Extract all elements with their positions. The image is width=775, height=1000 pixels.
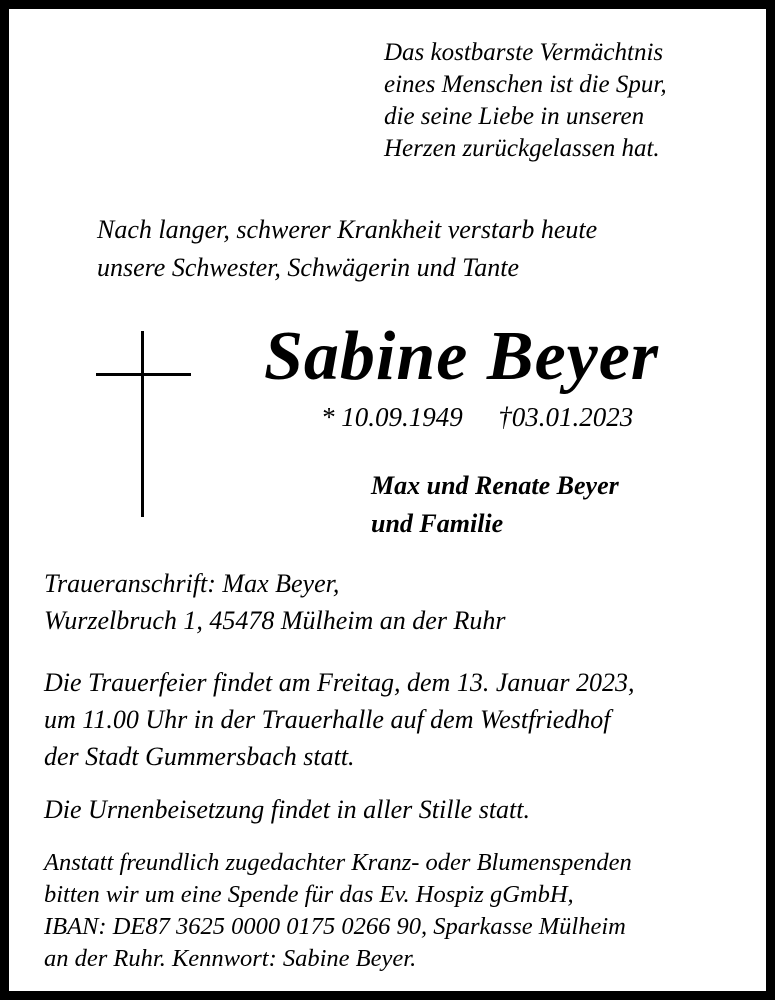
cross-vertical-bar — [141, 331, 144, 517]
ceremony-line: der Stadt Gummersbach statt. — [44, 742, 355, 771]
deceased-name: Sabine Beyer — [264, 318, 660, 395]
quote-line: die seine Liebe in unseren — [384, 103, 645, 130]
urn-burial-note: Die Urnenbeisetzung findet in aller Stille statt. — [44, 795, 531, 824]
quote-line: Das kostbarste Vermächtnis — [384, 39, 664, 66]
dagger-icon: † — [498, 402, 512, 432]
ceremony-line: Die Trauerfeier findet am Freitag, dem 13. Januar 2023, — [44, 668, 635, 697]
cross-horizontal-bar — [96, 373, 191, 376]
donation-line: Anstatt freundlich zugedachter Kranz- oder Blumenspenden — [44, 849, 632, 876]
address-line: Wurzelbruch 1, 45478 Mülheim an der Ruhr — [44, 606, 506, 635]
quote-line: Herzen zurückgelassen hat. — [384, 135, 660, 162]
quote-line: eines Menschen ist die Spur, — [384, 71, 667, 98]
donation-line: bitten wir um eine Spende für das Ev. Hospiz gGmbH, — [44, 881, 574, 908]
address-line: Traueranschrift: Max Beyer, — [44, 569, 340, 598]
donation-line: an der Ruhr. Kennwort: Sabine Beyer. — [44, 945, 417, 972]
life-dates — [321, 402, 633, 433]
family-line: Max und Renate Beyer — [371, 471, 619, 500]
intro-line: Nach langer, schwerer Krankheit verstarb heute — [97, 215, 598, 244]
death-date: 03.01.2023 — [511, 402, 634, 432]
birth-date: * 10.09.1949 — [321, 402, 463, 432]
family-line: und Familie — [371, 509, 504, 538]
donation-line: IBAN: DE87 3625 0000 0175 0266 90, Sparkasse Mülheim — [44, 913, 626, 940]
intro-line: unsere Schwester, Schwägerin und Tante — [97, 253, 519, 282]
ceremony-line: um 11.00 Uhr in der Trauerhalle auf dem Westfriedhof — [44, 705, 611, 734]
